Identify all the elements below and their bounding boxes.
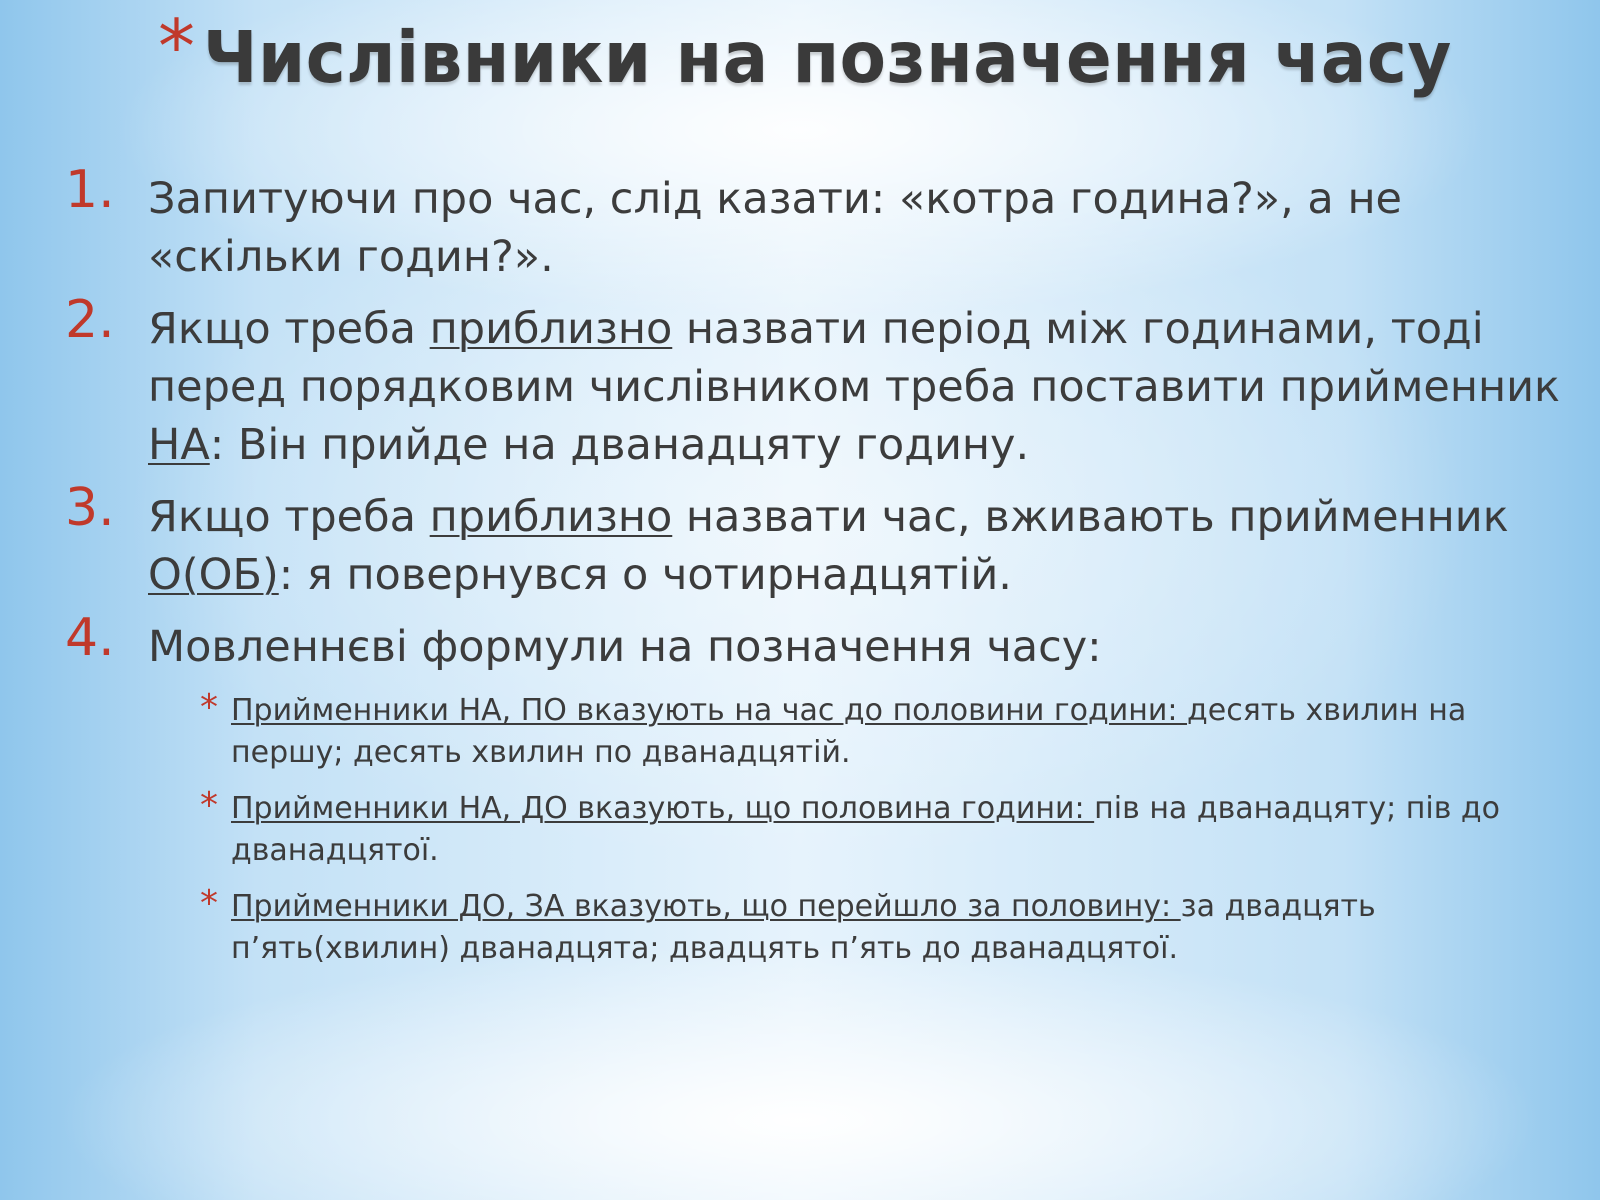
list-item-1 bbox=[65, 160, 1575, 286]
sub-bullet-star-icon: * bbox=[200, 687, 218, 728]
list-item-4 bbox=[65, 608, 1575, 676]
slide-title bbox=[158, 4, 1518, 99]
list-item-4-text: Мовленнєві формули на позначення часу: bbox=[148, 622, 1102, 672]
text-segment: назвати час, вживають прийменник bbox=[672, 492, 1509, 542]
list-item-3 bbox=[65, 478, 1575, 604]
sub-bullet-underlined-text: Прийменники ДО, ЗА вказують, що перейшло за половину: bbox=[231, 889, 1181, 924]
list-item-2 bbox=[65, 290, 1575, 474]
underlined-preposition: О(ОБ) bbox=[148, 550, 279, 600]
title-text: Числівники на позначення часу bbox=[203, 16, 1452, 99]
list-number-4: 4. bbox=[65, 608, 115, 668]
list-number-2: 2. bbox=[65, 290, 115, 350]
sub-bullet-text: за двадцять п’ять(хвилин) дванадцята; двадцять п’ять до дванадцятої. bbox=[231, 889, 1376, 966]
text-segment: назвати період між годинами, тоді перед порядковим числівником треба поставити прийменник bbox=[148, 304, 1561, 412]
text-segment: : Він прийде на дванадцяту годину. bbox=[209, 420, 1030, 470]
numbered-list bbox=[65, 160, 1575, 984]
sub-bullet-list bbox=[65, 687, 1575, 970]
underlined-word: приблизно bbox=[429, 304, 673, 354]
sub-bullet-text: пів на дванадцяту; пів до дванадцятої. bbox=[231, 791, 1501, 868]
sub-bullet-item-3 bbox=[200, 883, 1575, 970]
title-bullet-star-icon: * bbox=[158, 4, 195, 90]
list-item-2-text bbox=[148, 300, 1575, 474]
underlined-word: приблизно bbox=[429, 492, 673, 542]
underlined-preposition: НА bbox=[148, 420, 210, 470]
list-number-3: 3. bbox=[65, 478, 115, 538]
text-segment: Якщо треба bbox=[148, 492, 430, 542]
text-segment: Якщо треба bbox=[148, 304, 430, 354]
list-item-1-text: Запитуючи про час, слід казати: «котра година?», а не «скільки годин?». bbox=[148, 174, 1403, 282]
sub-bullet-star-icon: * bbox=[200, 883, 218, 924]
sub-bullet-item-2 bbox=[200, 785, 1575, 872]
list-number-1: 1. bbox=[65, 160, 115, 220]
list-item-3-text bbox=[148, 488, 1575, 604]
text-segment: : я повернувся о чотирнадцятій. bbox=[278, 550, 1012, 600]
sub-bullet-star-icon: * bbox=[200, 785, 218, 826]
sub-bullet-underlined-text: Прийменники НА, ПО вказують на час до половини години: bbox=[231, 693, 1188, 728]
sub-bullet-underlined-text: Прийменники НА, ДО вказують, що половина години: bbox=[231, 791, 1095, 826]
sub-bullet-text: десять хвилин на першу; десять хвилин по дванадцятій. bbox=[231, 693, 1467, 770]
sub-bullet-item-1 bbox=[200, 687, 1575, 774]
